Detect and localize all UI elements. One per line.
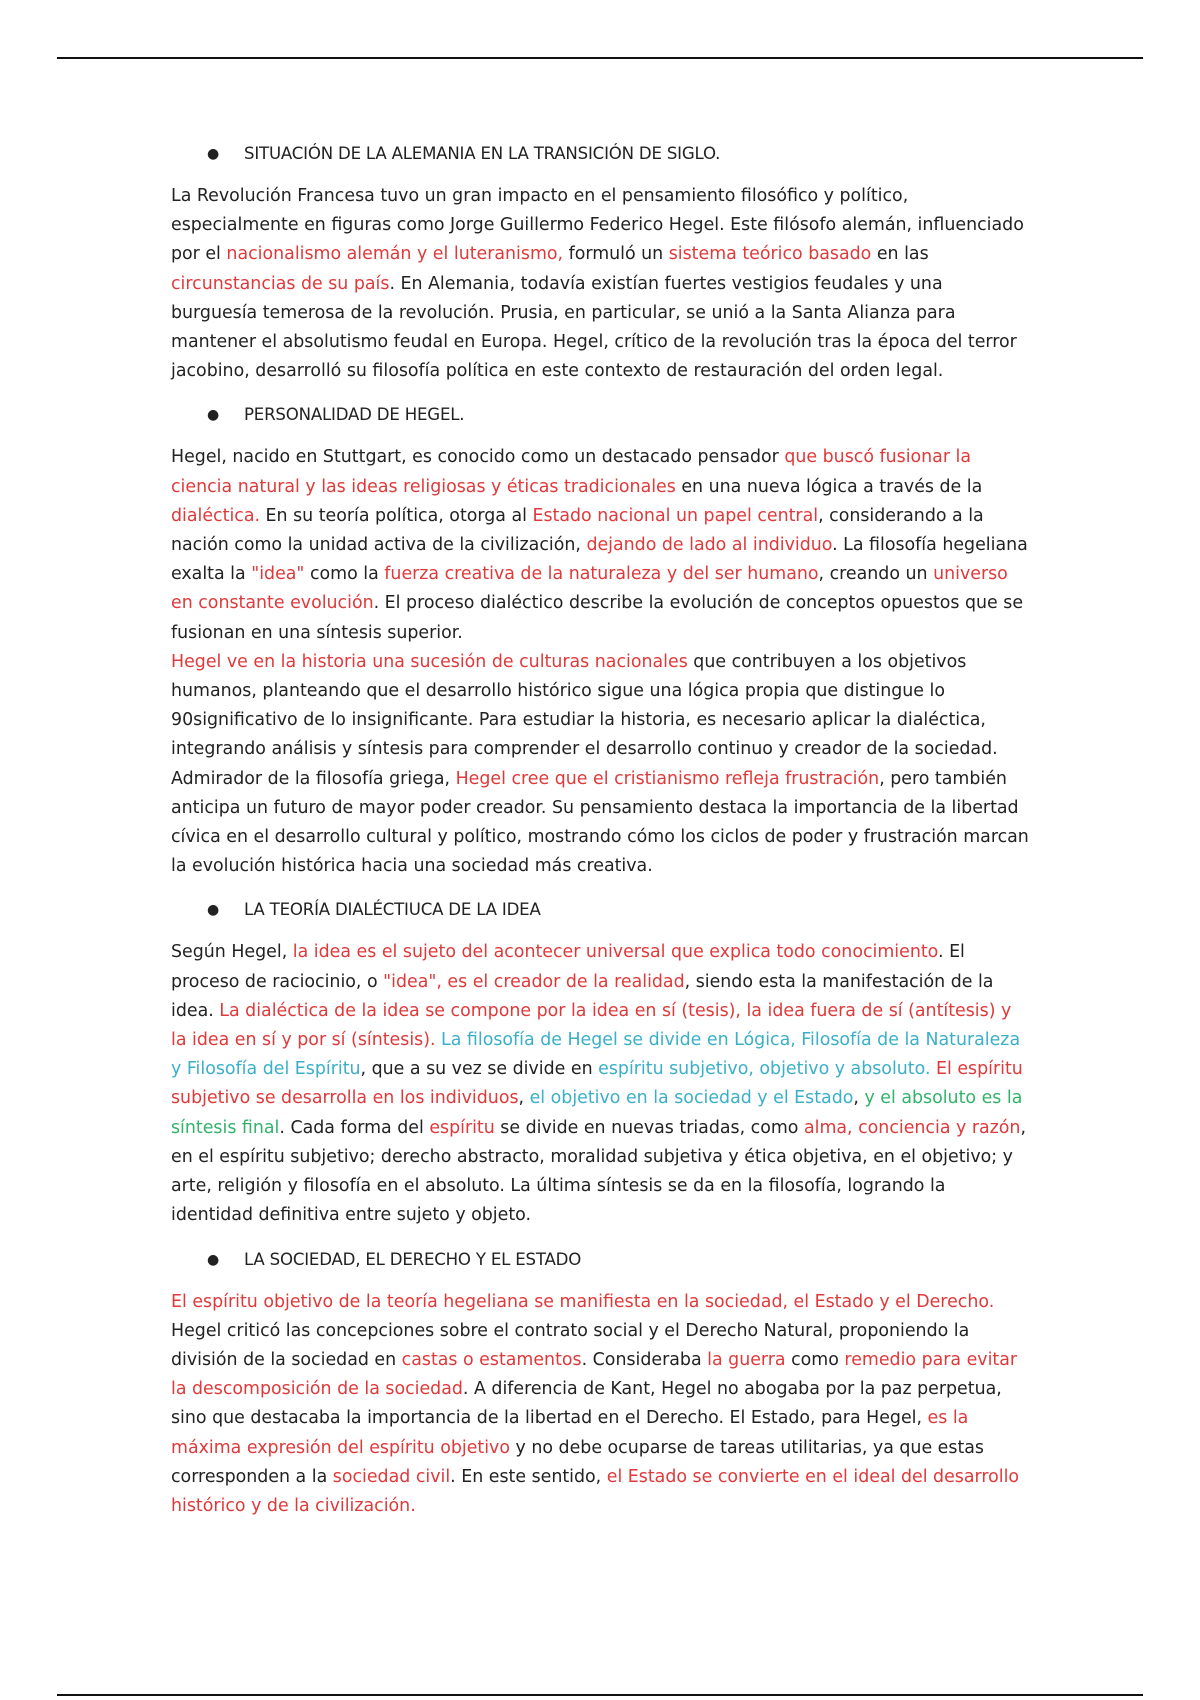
highlight-run: circunstancias de su país — [171, 273, 390, 294]
highlight-run: La filosofía de Hegel se divide en Lógica, Filosofía de la Naturaleza y Filosofía del Espíritu — [171, 1030, 1021, 1080]
text-run: Hegel, nacido en Stuttgart, es conocido como un destacado pensador — [171, 447, 785, 468]
paragraph — [171, 938, 1031, 1230]
paragraph — [171, 443, 1031, 647]
text-run: La Revolución Francesa tuvo un gran impacto en el pensamiento filosófico y político, especialmente en figuras como Jorge Guillermo Federico Hegel. Este filósofo alemán, influenciado por el — [171, 186, 1024, 265]
text-run: como la — [304, 564, 385, 585]
text-run: Según Hegel, — [171, 942, 293, 963]
highlight-run: Estado nacional un papel central — [532, 505, 819, 526]
text-run: . Cada forma del — [279, 1117, 430, 1138]
text-run: . El proceso de raciocinio, o — [171, 942, 965, 992]
highlight-run: dialéctica. — [171, 505, 261, 526]
text-run: . La filosofía hegeliana exalta la — [171, 535, 1028, 585]
highlight-run: "idea", es el creador de la realidad — [383, 971, 685, 992]
text-run: . En este sentido, — [450, 1466, 607, 1487]
highlight-run: el Estado se convierte en el ideal del desarrollo histórico y de la civilización. — [171, 1466, 1020, 1516]
highlight-run: castas o estamentos — [401, 1349, 582, 1370]
bullet-icon: ● — [207, 407, 220, 424]
highlight-run: Hegel cree que el cristianismo refleja frustración — [455, 768, 880, 789]
highlight-run: universo en constante evolución — [171, 564, 1008, 614]
highlight-run: "idea" — [251, 564, 305, 585]
highlight-run: dejando de lado al individuo — [586, 535, 833, 556]
highlight-run: la idea es el sujeto del acontecer universal que explica todo conocimiento — [292, 942, 939, 963]
text-run: en las — [871, 244, 929, 265]
highlight-run: la guerra — [707, 1349, 786, 1370]
highlight-run: espíritu — [429, 1117, 495, 1138]
highlight-run: es la máxima expresión del espíritu objetivo — [171, 1408, 969, 1458]
highlight-run: sociedad civil — [332, 1466, 451, 1487]
text-run: Hegel criticó las concepciones sobre el contrato social y el Derecho Natural, proponiendo la división de la sociedad en — [171, 1320, 970, 1370]
text-run: , que a su vez se divide en — [360, 1059, 599, 1080]
section-heading-text: SITUACIÓN DE LA ALEMANIA EN LA TRANSICIÓN DE SIGLO. — [244, 144, 721, 163]
text-run: En su teoría política, otorga al — [260, 505, 533, 526]
highlight-run: y el absoluto es la síntesis final — [171, 1088, 1023, 1138]
text-run: . En Alemania, todavía existían fuertes vestigios feudales y una burguesía temerosa de la revolución. Prusia, en particular, se unió a la Santa Alianza para mantener el absolutismo feudal en Europa. Hegel, crítico de la revolución tras la época del terror jacobino, desarrolló su filosofía política en este contexto de restauración del orden legal. — [171, 273, 1017, 382]
text-run: que contribuyen a los objetivos humanos, planteando que el desarrollo histórico sigue una lógica propia que distingue lo 90significativo de lo insignificante. Para estudiar la historia, es necesario aplicar la dialéctica, integrando análisis y síntesis para comprender el desarrollo continuo y creador de la sociedad. Admirador de la filosofía griega, — [171, 651, 998, 789]
footer-rule — [57, 1694, 1143, 1696]
highlight-run: Hegel ve en la historia una sucesión de culturas nacionales — [171, 651, 688, 672]
paragraph — [171, 182, 1031, 386]
highlight-run: espíritu subjetivo, objetivo y absoluto. — [598, 1059, 931, 1080]
text-run: , creando un — [818, 564, 934, 585]
section-heading-text: PERSONALIDAD DE HEGEL. — [244, 405, 465, 425]
text-run: en una nueva lógica a través de la — [675, 476, 983, 497]
text-run: . A diferencia de Kant, Hegel no abogaba por la paz perpetua, sino que destacaba la importancia de la libertad en el Derecho. El Estado, para Hegel, — [171, 1379, 1002, 1429]
text-run: , considerando a la nación como la unidad activa de la civilización, — [171, 505, 984, 556]
highlight-run: que buscó fusionar la ciencia natural y las ideas religiosas y éticas tradicionales — [171, 447, 972, 497]
section-heading-text: LA SOCIEDAD, EL DERECHO Y EL ESTADO — [244, 1249, 582, 1269]
paragraph — [171, 648, 1031, 882]
bullet-icon: ● — [207, 146, 220, 162]
section-heading-3 — [171, 896, 1031, 924]
text-run: . Consideraba — [581, 1349, 708, 1370]
highlight-run: el objetivo en la sociedad y el Estado — [529, 1088, 854, 1109]
highlight-run: El espíritu subjetivo se desarrolla en los individuos — [171, 1059, 1023, 1109]
highlight-run: sistema teórico basado — [668, 244, 872, 265]
text-run: , en el espíritu subjetivo; derecho abstracto, moralidad subjetiva y ética objetiva, en el objetivo; y arte, religión y filosofía en el absoluto. La última síntesis se da en la filosofía, logrando la identidad definitiva entre sujeto y objeto. — [171, 1117, 1026, 1226]
text-run: se divide en nuevas triadas, como — [494, 1117, 804, 1138]
header-rule — [57, 57, 1143, 59]
text-run: . El proceso dialéctico describe la evolución de conceptos opuestos que se fusionan en una síntesis superior. — [171, 593, 1024, 643]
text-run: , — [853, 1088, 865, 1109]
highlight-run: remedio para evitar la descomposición de la sociedad — [171, 1349, 1018, 1400]
highlight-run: fuerza creativa de la naturaleza y del ser humano — [384, 564, 819, 585]
text-run: , — [518, 1088, 530, 1109]
section-heading-1 — [171, 140, 1031, 168]
bullet-icon: ● — [207, 902, 220, 919]
section-heading-text: LA TEORÍA DIALÉCTIUCA DE LA IDEA — [244, 900, 541, 920]
highlight-run: nacionalismo alemán y el luteranismo, — [226, 244, 564, 265]
text-run: como — [785, 1349, 845, 1370]
section-heading-4 — [171, 1246, 1031, 1274]
text-run: y no debe ocuparse de tareas utilitarias, ya que estas corresponden a la — [171, 1437, 984, 1487]
paragraph — [171, 1288, 1031, 1522]
bullet-icon: ● — [207, 1251, 220, 1268]
text-run: formuló un — [563, 244, 669, 265]
text-run: , pero también anticipa un futuro de mayor poder creador. Su pensamiento destaca la importancia de la libertad cívica en el desarrollo cultural y político, mostrando cómo los ciclos de poder y frustración marcan la evolución histórica hacia una sociedad más creativa. — [171, 768, 1029, 877]
document-body — [171, 140, 1031, 1536]
highlight-run: alma, conciencia y razón — [803, 1117, 1021, 1138]
section-heading-2 — [171, 401, 1031, 429]
highlight-run: La dialéctica de la idea se compone por la idea en sí (tesis), la idea fuera de sí (antítesis) y la idea en sí y por sí (síntesis). — [171, 1000, 1012, 1051]
text-run: , siendo esta la manifestación de la idea. — [171, 971, 994, 1021]
highlight-run: El espíritu objetivo de la teoría hegeliana se manifiesta en la sociedad, el Estado y el Derecho. — [171, 1291, 995, 1312]
